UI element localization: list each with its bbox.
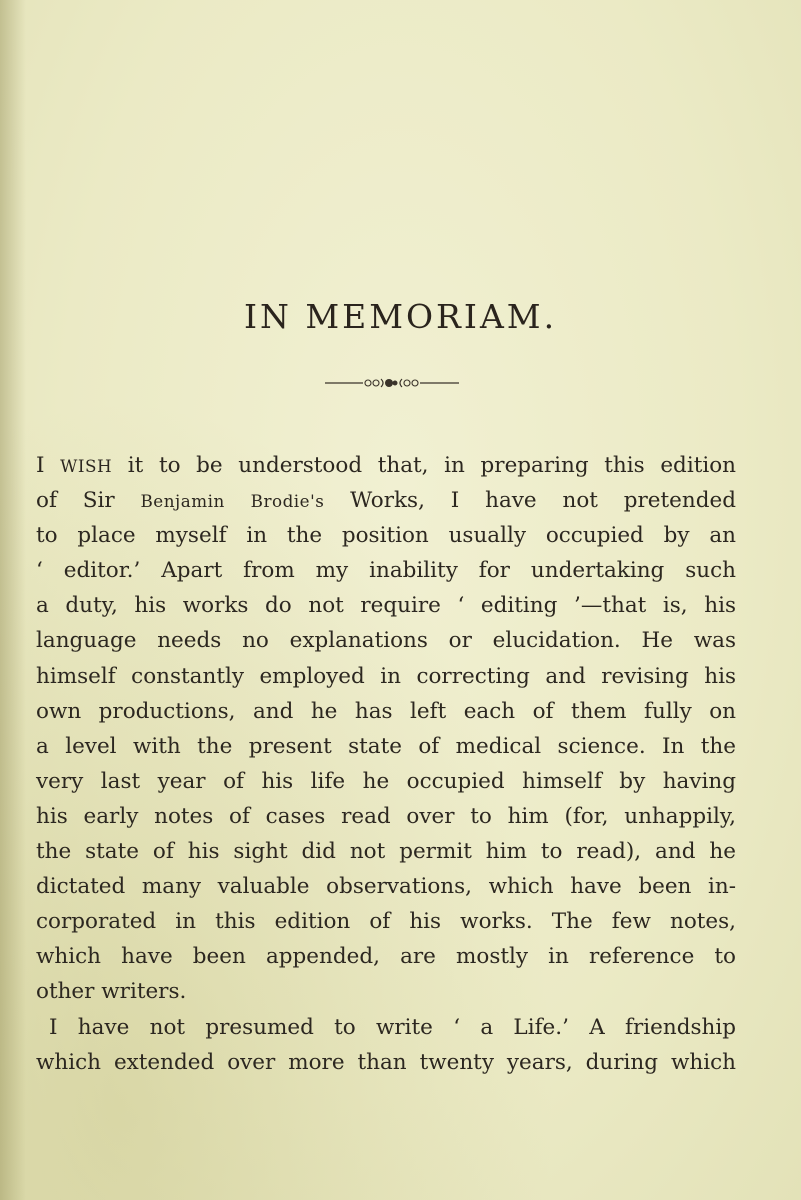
text-line: himself constantly employed in correcting and revising his (36, 663, 736, 689)
text-line: which have been appended, are mostly in reference to (36, 944, 736, 970)
text-line: I have not presumed to write ‘ a Life.’ A friendship (49, 1014, 736, 1040)
text-line: the state of his sight did not permit him to read), and he (36, 839, 736, 865)
text-line: a duty, his works do not require ‘ editing ’—that is, his (36, 593, 736, 619)
page-edge-shadow (0, 0, 26, 1200)
text-line: his early notes of cases read over to him (for, unhappily, (36, 803, 736, 829)
text-line: ‘ editor.’ Apart from my inability for undertaking such (36, 558, 736, 584)
text-line: to place myself in the position usually occupied by an (36, 523, 736, 549)
text-line: a level with the present state of medical science. In the (36, 733, 736, 759)
body-text (36, 448, 736, 1080)
text-line: own productions, and he has left each of them fully on (36, 698, 736, 724)
text-line: I WISH it to be understood that, in preparing this edition (36, 453, 737, 478)
page-title: IN MEMORIAM. (243, 297, 558, 336)
text-line: corporated in this edition of his works. The few notes, (36, 909, 736, 935)
text-line: dictated many valuable observations, which have been in- (36, 874, 736, 900)
text-line: language needs no explanations or elucidation. He was (36, 628, 736, 654)
ornament-rule-icon (325, 376, 459, 390)
text-line: other writers. (36, 979, 187, 1005)
text-line: very last year of his life he occupied himself by having (36, 768, 736, 794)
text-line: of Sir Benjamin Brodie's Works, I have not pretended (36, 488, 736, 514)
text-line: which extended over more than twenty years, during which (36, 1049, 736, 1075)
